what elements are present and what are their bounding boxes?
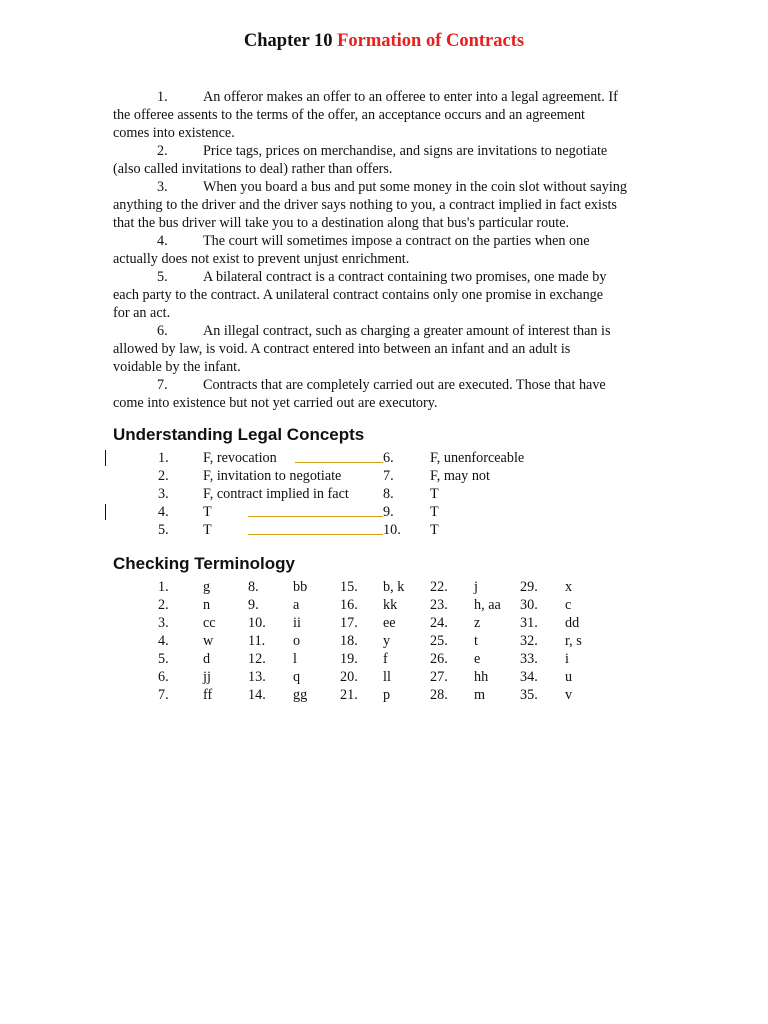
- paragraph-text: Contracts that are completely carried out are executed. Those that have: [203, 377, 606, 393]
- term-number: 17.: [340, 615, 358, 631]
- term-number: 27.: [430, 669, 448, 685]
- answer-number: 3.: [158, 486, 169, 502]
- term-answer: w: [203, 633, 214, 649]
- terminology-row: [0, 596, 768, 614]
- terminology-answers: [0, 578, 768, 704]
- terminology-row: [0, 632, 768, 650]
- term-number: 3.: [158, 615, 169, 631]
- term-number: 13.: [248, 669, 266, 685]
- answer-row: [0, 485, 768, 503]
- page-title: [0, 29, 768, 53]
- terminology-row: [0, 578, 768, 596]
- term-number: 4.: [158, 633, 169, 649]
- answer-number: 10.: [383, 522, 401, 538]
- term-answer: n: [203, 597, 211, 613]
- term-number: 5.: [158, 651, 169, 667]
- term-number: 20.: [340, 669, 358, 685]
- term-number: 18.: [340, 633, 358, 649]
- paragraph-line: [113, 322, 661, 340]
- term-number: 1.: [158, 579, 169, 595]
- paragraph-text: allowed by law, is void. A contract entered into between an infant and an adult is: [113, 341, 571, 357]
- term-answer: j: [474, 579, 478, 595]
- term-number: 2.: [158, 597, 169, 613]
- paragraph-line: [113, 160, 661, 178]
- paragraph-text: each party to the contract. A unilateral contract contains only one promise in exchange: [113, 287, 604, 303]
- answer-row: [0, 521, 768, 539]
- answer-number: 1.: [158, 450, 169, 466]
- term-number: 14.: [248, 687, 266, 703]
- terminology-row: [0, 668, 768, 686]
- term-answer: ee: [383, 615, 396, 631]
- term-answer: o: [293, 633, 301, 649]
- term-number: 23.: [430, 597, 448, 613]
- underline-rule: [248, 534, 383, 535]
- paragraph-line: [113, 304, 661, 322]
- term-number: 26.: [430, 651, 448, 667]
- checking-terminology-heading: Checking Terminology: [113, 554, 295, 573]
- terminology-row: [0, 614, 768, 632]
- paragraph-line: [113, 124, 661, 142]
- answer-value: T: [430, 522, 439, 538]
- answer-value: T: [203, 504, 212, 520]
- term-answer: c: [565, 597, 572, 613]
- term-number: 25.: [430, 633, 448, 649]
- paragraph-text: A bilateral contract is a contract containing two promises, one made by: [203, 269, 607, 285]
- term-answer: b, k: [383, 579, 405, 595]
- term-number: 30.: [520, 597, 538, 613]
- term-number: 24.: [430, 615, 448, 631]
- paragraph-line: [113, 358, 661, 376]
- answer-value: T: [203, 522, 212, 538]
- term-answer: t: [474, 633, 478, 649]
- term-number: 34.: [520, 669, 538, 685]
- answer-value: T: [430, 504, 439, 520]
- paragraph-text: for an act.: [113, 305, 171, 321]
- term-answer: hh: [474, 669, 489, 685]
- understanding-answers: [0, 449, 768, 539]
- term-number: 28.: [430, 687, 448, 703]
- answer-value: F, revocation: [203, 450, 277, 466]
- term-answer: cc: [203, 615, 216, 631]
- term-answer: f: [383, 651, 388, 667]
- paragraph-line: [113, 88, 661, 106]
- answer-row: [0, 503, 768, 521]
- term-number: 10.: [248, 615, 266, 631]
- paragraph-text: Price tags, prices on merchandise, and signs are invitations to negotiate: [203, 143, 608, 159]
- term-answer: bb: [293, 579, 308, 595]
- margin-change-bar: [105, 504, 106, 520]
- term-number: 9.: [248, 597, 259, 613]
- paragraph-text: that the bus driver will take you to a destination along that bus's particular route.: [113, 215, 570, 231]
- paragraph-text: anything to the driver and the driver says nothing to you, a contract implied in fact exists: [113, 197, 617, 213]
- term-answer: q: [293, 669, 301, 685]
- paragraph-text: voidable by the infant.: [113, 359, 241, 375]
- term-number: 11.: [248, 633, 266, 649]
- underline-rule: [295, 462, 383, 463]
- title-prefix: Chapter 10: [243, 31, 338, 51]
- paragraph-number: 4.: [157, 233, 168, 249]
- paragraph-line: [113, 106, 661, 124]
- term-answer: v: [565, 687, 573, 703]
- paragraph-line: [113, 178, 661, 196]
- paragraph-number: 1.: [157, 89, 168, 105]
- term-number: 29.: [520, 579, 538, 595]
- margin-change-bar: [105, 450, 106, 466]
- paragraph-line: [113, 286, 661, 304]
- term-number: 21.: [340, 687, 358, 703]
- term-answer: kk: [383, 597, 398, 613]
- term-answer: r, s: [565, 633, 582, 649]
- term-answer: z: [474, 615, 481, 631]
- term-answer: dd: [565, 615, 580, 631]
- answer-number: 2.: [158, 468, 169, 484]
- term-answer: e: [474, 651, 481, 667]
- paragraph-line: [113, 268, 661, 286]
- answer-number: 8.: [383, 486, 394, 502]
- term-answer: h, aa: [474, 597, 501, 613]
- paragraph-number: 3.: [157, 179, 168, 195]
- understanding-legal-concepts-heading: Understanding Legal Concepts: [113, 425, 365, 444]
- term-answer: y: [383, 633, 391, 649]
- term-number: 31.: [520, 615, 538, 631]
- answer-number: 4.: [158, 504, 169, 520]
- term-answer: m: [474, 687, 486, 703]
- term-answer: u: [565, 669, 573, 685]
- terminology-row: [0, 686, 768, 704]
- term-answer: ll: [383, 669, 391, 685]
- term-number: 32.: [520, 633, 538, 649]
- term-number: 35.: [520, 687, 538, 703]
- term-number: 15.: [340, 579, 358, 595]
- paragraph-line: [113, 376, 661, 394]
- paragraph-line: [113, 232, 661, 250]
- term-answer: i: [565, 651, 569, 667]
- term-answer: gg: [293, 687, 308, 703]
- terminology-row: [0, 650, 768, 668]
- term-number: 6.: [158, 669, 169, 685]
- term-answer: a: [293, 597, 300, 613]
- term-number: 22.: [430, 579, 448, 595]
- paragraph-line: [113, 394, 661, 412]
- paragraph-number: 5.: [157, 269, 168, 285]
- term-answer: ii: [293, 615, 301, 631]
- term-number: 7.: [158, 687, 169, 703]
- paragraph-text: comes into existence.: [113, 125, 235, 141]
- paragraph-text: (also called invitations to deal) rather than offers.: [113, 161, 393, 177]
- paragraph-text: actually does not exist to prevent unjust enrichment.: [113, 251, 410, 267]
- term-answer: d: [203, 651, 211, 667]
- paragraph-number: 7.: [157, 377, 168, 393]
- paragraph-line: [113, 196, 661, 214]
- paragraph-text: An offeror makes an offer to an offeree to enter into a legal agreement. If: [203, 89, 618, 105]
- answer-row: [0, 449, 768, 467]
- answer-value: F, may not: [430, 468, 490, 484]
- answer-number: 9.: [383, 504, 394, 520]
- term-answer: x: [565, 579, 573, 595]
- term-answer: jj: [203, 669, 211, 685]
- term-answer: ff: [203, 687, 213, 703]
- answer-number: 6.: [383, 450, 394, 466]
- answer-value: T: [430, 486, 439, 502]
- term-number: 12.: [248, 651, 266, 667]
- answer-number: 5.: [158, 522, 169, 538]
- paragraph-line: [113, 250, 661, 268]
- underline-rule: [248, 516, 383, 517]
- term-number: 16.: [340, 597, 358, 613]
- term-answer: g: [203, 579, 211, 595]
- paragraph-line: [113, 340, 661, 358]
- paragraph-number: 2.: [157, 143, 168, 159]
- term-number: 19.: [340, 651, 358, 667]
- paragraph-number: 6.: [157, 323, 168, 339]
- paragraph-line: [113, 142, 661, 160]
- paragraph-text: come into existence but not yet carried out are executory.: [113, 395, 438, 411]
- answer-value: F, unenforceable: [430, 450, 525, 466]
- term-number: 8.: [248, 579, 259, 595]
- title-highlight: Formation of Contracts: [337, 31, 525, 51]
- answer-number: 7.: [383, 468, 394, 484]
- answer-value: F, invitation to negotiate: [203, 468, 342, 484]
- paragraph-text: An illegal contract, such as charging a greater amount of interest than is: [203, 323, 611, 339]
- paragraph-text: the offeree assents to the terms of the offer, an acceptance occurs and an agreement: [113, 107, 585, 123]
- paragraph-text: The court will sometimes impose a contract on the parties when one: [203, 233, 590, 249]
- term-answer: p: [383, 687, 391, 703]
- paragraph-text: When you board a bus and put some money in the coin slot without saying: [203, 179, 627, 195]
- term-number: 33.: [520, 651, 538, 667]
- answer-value: F, contract implied in fact: [203, 486, 349, 502]
- answer-row: [0, 467, 768, 485]
- term-answer: l: [293, 651, 297, 667]
- intro-section: [113, 88, 661, 412]
- paragraph-line: [113, 214, 661, 232]
